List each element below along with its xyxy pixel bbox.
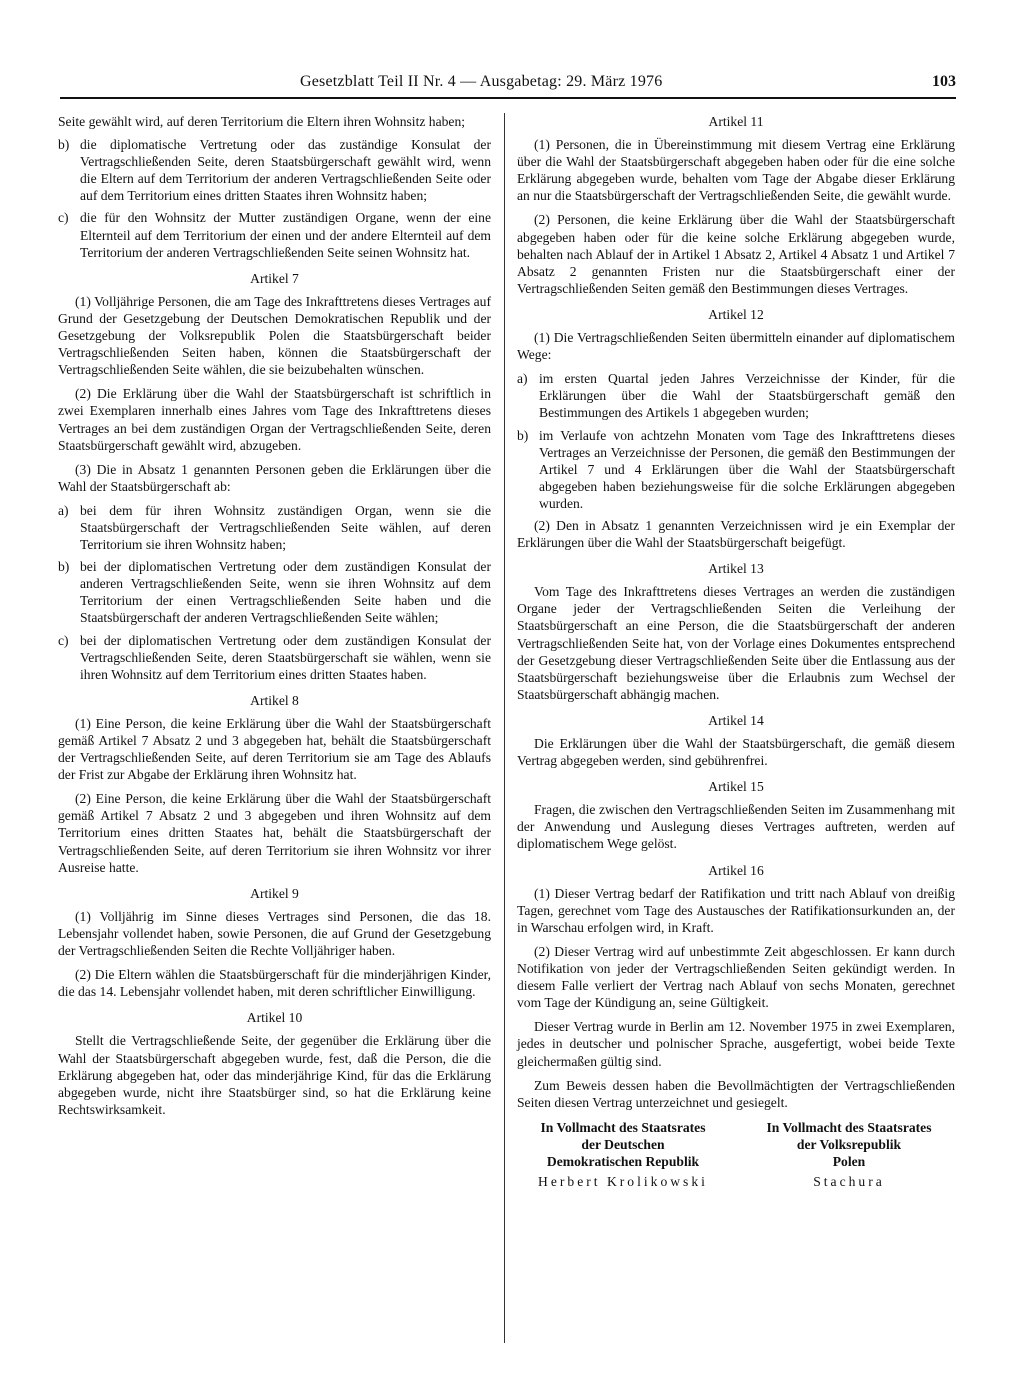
list-item <box>58 136 491 204</box>
article-8-heading: Artikel 8 <box>250 692 299 708</box>
list-text: im Verlaufe von achtzehn Monaten vom Tage des Inkrafttretens dieses Vertrages an Verzeichnisse der Personen, die gemäß den Bestimmungen der Artikel 7 und 4 Erklärungen über die Wahl der Staatsbürgerschaft abgegeben haben beziehungsweise für die solche Erklärungen abgegeben wurden. <box>539 427 955 511</box>
signature-title: In Vollmacht des Staatsrates <box>766 1119 932 1135</box>
article-9-heading: Artikel 9 <box>250 885 299 901</box>
paragraph: Stellt die Vertragschließende Seite, der gegenüber die Erklärung über die Wahl der Staatsbürgerschaft abgegeben wurde, fest, daß die Person, die die Erklärung abgegeben hat, oder das minderjährige Kind, für das die Erklärung abgegeben wurde, nicht ihre Staatsbürger sind, so hat die Erklärung keine Rechtswirksamkeit. <box>58 1033 491 1117</box>
list-label: b) <box>517 427 529 443</box>
signatory-name: Herbert Krolikowski <box>538 1173 708 1189</box>
paragraph: (2) Die Erklärung über die Wahl der Staatsbürgerschaft ist schriftlich in zwei Exemplaren innerhalb eines Jahres vom Tage des Inkrafttretens dieses Vertrages an bei dem zuständigen Organ der Vertragschließenden Seite, deren Staatsbürgerschaft gewählt wird, abzugeben. <box>58 386 491 453</box>
signature-title: In Vollmacht des Staatsrates <box>540 1119 706 1135</box>
paragraph: (3) Die in Absatz 1 genannten Personen geben die Erklärungen über die Wahl der Staatsbürgerschaft ab: <box>58 461 491 494</box>
paragraph: (2) Dieser Vertrag wird auf unbestimmte Zeit abgeschlossen. Er kann durch Notifikation von jeder der Vertragschließenden Seiten gekündigt werden. In diesem Falle verliert der Vertrag nach Ablauf von sechs Monaten, gerechnet vom Tage der Kündigung an, seine Gültigkeit. <box>517 943 955 1011</box>
article-7-heading: Artikel 7 <box>250 270 299 286</box>
signature-title: der Deutschen <box>581 1136 665 1152</box>
article-15-heading: Artikel 15 <box>708 779 764 795</box>
paragraph: Vom Tage des Inkrafttretens dieses Vertrages an werden die zuständigen Organe jeder der Vertragschließenden Seiten die Verleihung der Staatsbürgerschaft an eine Person, die die Staatsbürgerschaft der anderen Vertragschließenden Seite hat, von der Vorlage eines Dokumentes entsprechend der Gesetzgebung dieser Vertragschließenden Seite über die Entlassung aus der Staatsbürgerschaft beziehungsweise über die Erlaubnis zum Wechsel der Staatsbürgerschaft abhängig machen. <box>517 584 955 702</box>
header-title: Gesetzblatt Teil II Nr. 4 — Ausgabetag: 29. März 1976 <box>300 73 663 90</box>
left-column <box>58 113 491 1125</box>
list-text: bei dem für ihren Wohnsitz zuständigen Organ, wenn sie die Staatsbürgerschaft der Vertragschließenden Seite wählen, auf deren Territorium sie ihren Wohnsitz haben; <box>80 502 491 553</box>
paragraph: (1) Volljährige Personen, die am Tage des Inkrafttretens dieses Vertrages auf Grund der Gesetzgebung der Deutschen Demokratischen Republik und der Gesetzgebung der Volksrepublik Polen die Staatsbürgerschaft beider Vertragschließenden Seiten haben, können die Staatsbürgerschaft der Vertragschließenden Seite wählen, die sie beizubehalten wünschen. <box>58 293 491 378</box>
list-text: bei der diplomatischen Vertretung oder dem zuständigen Konsulat der Vertragschließenden Seite, deren Staatsbürgerschaft sie wählen, wenn sie ihren Wohnsitz auf dem Territorium eines dritten Staates haben. <box>80 632 491 682</box>
paragraph: (1) Eine Person, die keine Erklärung über die Wahl der Staatsbürgerschaft gemäß Artikel 7 Absatz 2 und 3 abgegeben hat, behält die Staatsbürgerschaft der Vertragschließenden Seite, auf deren Territorium sie am Tage des Ablaufs der Frist zur Abgabe der Erklärung ihren Wohnsitz hat. <box>58 715 491 783</box>
paragraph: Fragen, die zwischen den Vertragschließenden Seiten im Zusammenhang mit der Anwendung und Auslegung dieses Vertrages auftreten, werden auf diplomatischem Wege gelöst. <box>517 802 955 852</box>
paragraph: (1) Volljährig im Sinne dieses Vertrages sind Personen, die das 18. Lebensjahr vollendet haben, sowie Personen, die auf Grund der Gesetzgebung der Vertragschließenden Seiten die Rechte Volljähriger haben. <box>58 908 491 959</box>
list-label: b) <box>58 137 70 153</box>
article-12-heading: Artikel 12 <box>708 306 764 322</box>
paragraph: (2) Personen, die keine Erklärung über die Wahl der Staatsbürgerschaft abgegeben haben oder für die keine solche Erklärung abgegeben wurde, behalten nach Ablauf der in Artikel 1 Absatz 2, Artikel 4 Absatz 1 und Artikel 7 Absatz 2 genannten Fristen nur die Staatsbürgerschaft einer der Vertragschließenden Seiten gemäß den Bestimmungen dieses Vertrages. <box>517 212 955 296</box>
list-item <box>58 209 491 260</box>
column-divider <box>504 113 505 1343</box>
signature-title: Demokratischen Republik <box>546 1153 700 1169</box>
list-label: a) <box>58 502 69 518</box>
signature-block-polen <box>743 1119 955 1190</box>
article-11-heading: Artikel 11 <box>708 114 764 129</box>
paragraph: (2) Die Eltern wählen die Staatsbürgerschaft für die minderjährigen Kinder, die das 14. Lebensjahr vollendet haben, mit deren schriftlicher Einwilligung. <box>58 967 491 1000</box>
article-13-heading: Artikel 13 <box>708 561 764 577</box>
signatory-name: Stachura <box>813 1173 885 1189</box>
closing-paragraph: Dieser Vertrag wurde in Berlin am 12. November 1975 in zwei Exemplaren, jedes in deutscher und polnischer Sprache, ausgefertigt, wobei beide Texte gleichermaßen gültig sind. <box>517 1019 955 1069</box>
list-item <box>58 558 491 626</box>
list-label: c) <box>58 210 69 226</box>
list-item <box>58 502 491 553</box>
list-text: im ersten Quartal jeden Jahres Verzeichnisse der Kinder, für die Erklärungen über die Wahl der Staatsbürgerschaft gemäß den Bestimmungen des Artikels 1 abgegeben wurden; <box>539 371 955 421</box>
list-item <box>58 632 491 683</box>
signature-title: der Volksrepublik <box>796 1136 902 1152</box>
paragraph: (2) Den in Absatz 1 genannten Verzeichnissen wird je ein Exemplar der Erklärungen über die Wahl der Staatsbürgerschaft beigefügt. <box>517 517 955 551</box>
paragraph: (1) Dieser Vertrag bedarf der Ratifikation und tritt nach Ablauf von dreißig Tagen, gerechnet vom Tage des Austausches der Ratifikationsurkunden an, der in Warschau erfolgen wird, in Kraft. <box>517 885 955 935</box>
paragraph: Die Erklärungen über die Wahl der Staatsbürgerschaft, die gemäß diesem Vertrag abgegeben werden, sind gebührenfrei. <box>517 736 955 769</box>
paragraph: (1) Die Vertragschließenden Seiten übermitteln einander auf diplomatischem Wege: <box>517 330 955 363</box>
continued-text: Seite gewählt wird, auf deren Territorium die Eltern ihren Wohnsitz haben; <box>58 114 466 129</box>
signature-title: Polen <box>832 1153 866 1169</box>
signature-section <box>517 1119 955 1190</box>
paragraph: (1) Personen, die in Übereinstimmung mit diesem Vertrag eine Erklärung über die Wahl der Staatsbürgerschaft abgegeben haben oder für die eine solche Erklärung abgegeben wurde, behalten vom Tage der Abgabe dieser Erklärung an nur die Staatsbürgerschaft der Vertragschließenden Seite, die gewählt wurde. <box>517 137 955 204</box>
list-text: die für den Wohnsitz der Mutter zuständigen Organe, wenn der eine Elternteil auf dem Territorium der einen und der andere Elternteil auf dem Territorium der anderen Vertragschließenden Seite seinen Wohnsitz hat. <box>80 210 491 260</box>
article-10-heading: Artikel 10 <box>246 1010 303 1026</box>
right-column <box>517 113 955 1190</box>
list-text: bei der diplomatischen Vertretung oder dem zuständigen Konsulat der anderen Vertragschließenden Seite, wenn sie ihren Wohnsitz auf dem Territorium der einen Vertragschließenden Seite haben und die Staatsbürgerschaft der anderen Vertragschließenden Seite wählen; <box>80 559 491 626</box>
list-item <box>517 370 955 421</box>
paragraph: (2) Eine Person, die keine Erklärung über die Wahl der Staatsbürgerschaft gemäß Artikel 7 Absatz 2 und 3 abgegeben und ihren Wohnsitz auf dem Territorium eines dritten Staates hat, behält die Staatsbürgerschaft der Vertragschließenden Seite, auf deren Territorium sie ihren Wohnsitz vor ihrer Ausreise hatte. <box>58 791 491 875</box>
signature-block-ddr <box>517 1119 729 1190</box>
list-item <box>517 427 955 512</box>
list-label: a) <box>517 371 528 387</box>
list-label: b) <box>58 559 70 575</box>
closing-paragraph: Zum Beweis dessen haben die Bevollmächtigten der Vertragschließenden Seiten diesen Vertrag unterzeichnet und gesiegelt. <box>517 1077 955 1110</box>
article-16-heading: Artikel 16 <box>708 862 764 878</box>
list-text: die diplomatische Vertretung oder das zuständige Konsulat der Vertragschließenden Seite, deren Staatsbürgerschaft gewählt wird, wenn die Eltern auf dem Territorium der anderen Vertragschließenden Seite oder auf dem Territorium eines dritten Staates ihren Wohnsitz haben; <box>80 137 491 204</box>
list-label: c) <box>58 632 69 648</box>
page-number: 103 <box>932 73 956 90</box>
article-14-heading: Artikel 14 <box>708 712 764 728</box>
page-header <box>60 73 956 99</box>
